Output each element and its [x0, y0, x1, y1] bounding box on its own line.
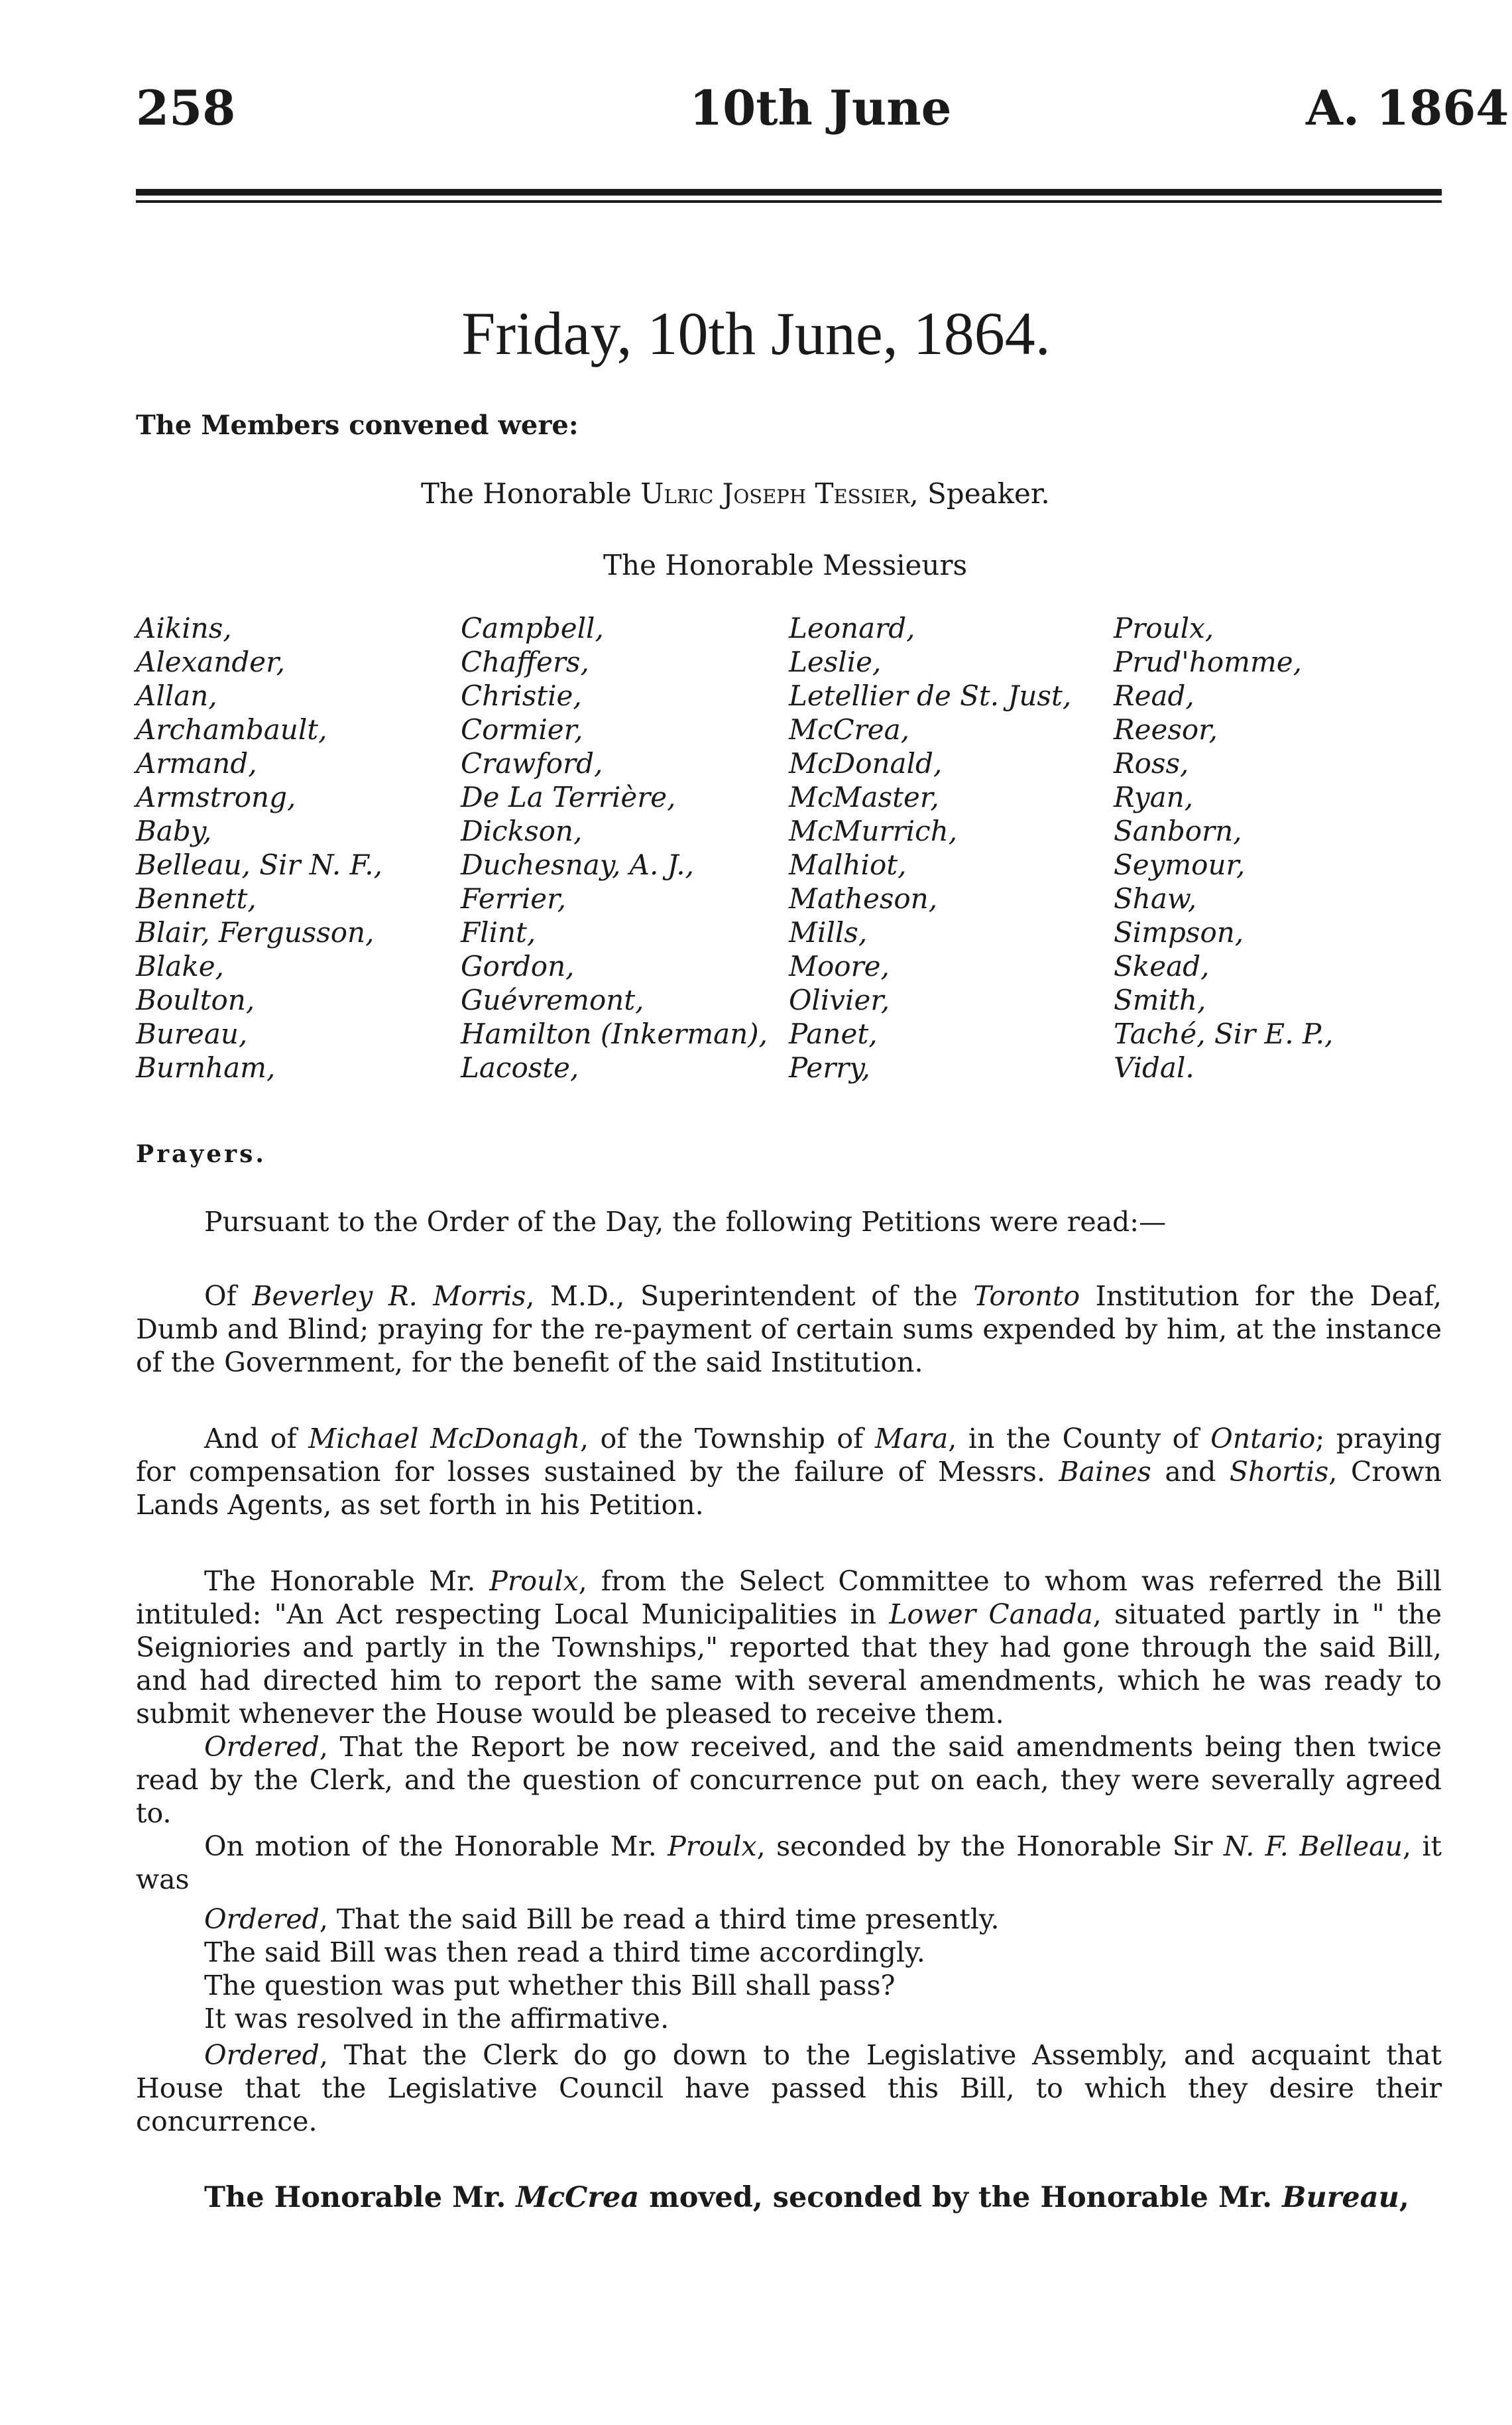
proulx-a: The Honorable Mr.	[204, 1565, 490, 1597]
proulx-lower-canada: Lower Canada	[889, 1598, 1093, 1630]
ordered2-rest: , That the said Bill be read a third time presently.	[319, 1903, 1000, 1935]
member-name: McMurrich,	[789, 815, 958, 847]
ordered1-rest: , That the Report be now received, and the said amendments being then twice read by the Clerk, and the question of concurrence put on each, they were severally agreed to.	[136, 1731, 1442, 1829]
member-name: Armstrong,	[136, 781, 296, 813]
proulx-b: , from the Select Committee to whom was referred the Bill intituled: "An Act respecting Local Municipalities in	[136, 1565, 1442, 1630]
member-name: Moore,	[789, 950, 890, 982]
motion-a: On motion of the Honorable Mr.	[204, 1830, 668, 1862]
member-name: Read,	[1114, 680, 1194, 712]
member-name: Simpson,	[1114, 916, 1244, 949]
motion-b: , seconded by the Honorable Sir	[756, 1830, 1224, 1862]
page-number: 258	[136, 80, 236, 136]
mcdonagh-d: ; praying for compensation for losses sustained by the failure of Messrs.	[136, 1423, 1442, 1488]
member-name: Malhiot,	[789, 849, 907, 881]
ordered3-rest: , That the Clerk do go down to the Legislative Assembly, and acquaint that House that the Legislative Council have passed this Bill, to which they desire their concurrence.	[136, 2039, 1442, 2137]
member-name: Cormier,	[461, 713, 583, 746]
member-name: Hamilton (Inkerman),	[461, 1018, 768, 1050]
member-name: Smith,	[1114, 984, 1206, 1016]
member-name: Bureau,	[136, 1018, 248, 1050]
speaker-name: Ulric Joseph Tessier	[640, 477, 910, 510]
member-name: Archambault,	[136, 713, 327, 746]
speaker-line	[421, 477, 1050, 510]
member-name: Perry,	[789, 1051, 870, 1084]
member-name: Panet,	[789, 1018, 878, 1050]
member-name: Ross,	[1114, 747, 1189, 780]
morris-name: Beverley R. Morris	[252, 1280, 526, 1312]
mcdonagh-c: , in the County of	[948, 1423, 1211, 1454]
member-name: Allan,	[136, 680, 217, 712]
member-name: Seymour,	[1114, 849, 1246, 881]
ordered3-word: Ordered	[204, 2039, 320, 2071]
morris-of: Of	[204, 1280, 253, 1312]
members-column-4	[1114, 611, 1333, 1085]
ordered-third-reading	[136, 1903, 1442, 1936]
mcdonagh-b: , of the Township of	[580, 1423, 875, 1454]
members-convened-heading: The Members convened were:	[136, 410, 579, 441]
member-name: McMaster,	[789, 781, 939, 813]
member-name: Guévremont,	[461, 984, 644, 1016]
member-name: Matheson,	[789, 882, 938, 915]
motion-name2: N. F. Belleau	[1223, 1830, 1403, 1862]
member-name: Bennett,	[136, 882, 257, 915]
mcdonagh-shortis: Shortis	[1229, 1456, 1329, 1488]
motion-proulx	[136, 1830, 1442, 1896]
member-name: Armand,	[136, 747, 257, 780]
member-name: Crawford,	[461, 747, 603, 780]
petition-morris	[136, 1279, 1442, 1379]
header-rule-thick	[136, 189, 1442, 196]
member-name: Gordon,	[461, 950, 575, 982]
motion-name: Proulx	[668, 1830, 757, 1862]
member-name: Sanborn,	[1114, 815, 1242, 847]
member-name: Ryan,	[1114, 781, 1194, 813]
prayers-heading: Prayers.	[136, 1140, 266, 1168]
ordered-report-received	[136, 1730, 1442, 1830]
ordered-clerk-assembly	[136, 2039, 1442, 2138]
member-name: Aikins,	[136, 612, 232, 644]
member-name: Campbell,	[461, 612, 604, 644]
mccrea-b: moved, seconded by the Honorable Mr.	[639, 2181, 1283, 2214]
mccrea-c: ,	[1399, 2181, 1409, 2214]
question-put: The question was put whether this Bill shall pass?	[204, 1970, 896, 2001]
member-name: Taché, Sir E. P.,	[1114, 1018, 1334, 1050]
member-name: Olivier,	[789, 984, 890, 1016]
mccrea-name: McCrea	[516, 2181, 640, 2214]
member-name: Ferrier,	[461, 882, 566, 915]
running-header-year: A. 1864	[1306, 80, 1509, 136]
member-name: De La Terrière,	[461, 781, 676, 813]
proulx-name: Proulx	[489, 1565, 579, 1597]
running-header-date: 10th June	[689, 80, 952, 136]
member-name: Lacoste,	[461, 1051, 579, 1084]
mcdonagh-mara: Mara	[874, 1423, 949, 1454]
members-column-1	[136, 611, 382, 1085]
member-name: Flint,	[461, 916, 536, 949]
petition-mcdonagh	[136, 1422, 1442, 1521]
members-column-2	[461, 611, 768, 1085]
member-name: Blake,	[136, 950, 224, 982]
page-title: Friday, 10th June, 1864.	[461, 300, 1051, 367]
motion-c: , it was	[136, 1830, 1442, 1895]
morris-mid: , M.D., Superintendent of the	[526, 1280, 974, 1312]
mcdonagh-f: , Crown Lands Agents, as set forth in his Petition.	[136, 1456, 1442, 1521]
mccrea-a: The Honorable Mr.	[204, 2181, 516, 2214]
morris-place: Toronto	[973, 1280, 1080, 1312]
member-name: Leonard,	[789, 612, 915, 644]
member-name: McCrea,	[789, 713, 909, 746]
mcdonagh-baines: Baines	[1059, 1456, 1151, 1488]
member-name: Shaw,	[1114, 882, 1197, 915]
member-name: Reesor,	[1114, 713, 1218, 746]
proulx-c: , situated partly in " the Seigniories and partly in the Townships," reported that they had gone through the said Bill, and had directed him to report the same with several amendments, which he was ready to submit whenever the House would be pleased to receive them.	[136, 1598, 1442, 1730]
member-name: Alexander,	[136, 646, 285, 678]
member-name: Mills,	[789, 916, 868, 949]
member-name: McDonald,	[789, 747, 943, 780]
mcdonagh-a: And of	[204, 1423, 309, 1454]
messieurs-heading: The Honorable Messieurs	[603, 549, 968, 581]
resolved-affirmative: It was resolved in the affirmative.	[204, 2003, 669, 2035]
speaker-suffix: , Speaker.	[909, 477, 1050, 510]
member-name: Blair, Fergusson,	[136, 916, 375, 949]
mcdonagh-e: and	[1151, 1456, 1230, 1488]
member-name: Burnham,	[136, 1051, 276, 1084]
member-name: Vidal.	[1114, 1051, 1194, 1084]
mcdonagh-ontario: Ontario	[1210, 1423, 1316, 1454]
member-name: Baby,	[136, 815, 212, 847]
header-rule-thin	[136, 200, 1442, 203]
report-proulx	[136, 1565, 1442, 1730]
member-name: Chaffers,	[461, 646, 589, 678]
member-name: Leslie,	[789, 646, 882, 678]
morris-rest: Institution for the Deaf, Dumb and Blind; praying for the re-payment of certain sums expended by him, at the instance of the Government, for the benefit of the said Institution.	[136, 1280, 1442, 1378]
members-column-3	[789, 611, 1071, 1085]
member-name: Duchesnay, A. J.,	[461, 849, 694, 881]
mcdonagh-name: Michael McDonagh	[308, 1423, 581, 1454]
member-name: Christie,	[461, 680, 582, 712]
ordered1-word: Ordered	[204, 1731, 320, 1763]
member-name: Skead,	[1114, 950, 1210, 982]
mccrea-name2: Bureau	[1282, 2181, 1399, 2214]
bill-read-third: The said Bill was then read a third time accordingly.	[204, 1936, 925, 1968]
pursuant-paragraph: Pursuant to the Order of the Day, the following Petitions were read:—	[204, 1206, 1167, 1238]
speaker-prefix: The Honorable	[421, 477, 632, 510]
member-name: Prud'homme,	[1114, 646, 1303, 678]
ordered2-word: Ordered	[204, 1903, 320, 1935]
member-name: Dickson,	[461, 815, 583, 847]
motion-mccrea	[136, 2181, 1442, 2214]
member-name: Belleau, Sir N. F.,	[136, 849, 382, 881]
member-name: Letellier de St. Just,	[789, 680, 1072, 712]
member-name: Proulx,	[1114, 612, 1214, 644]
member-name: Boulton,	[136, 984, 255, 1016]
